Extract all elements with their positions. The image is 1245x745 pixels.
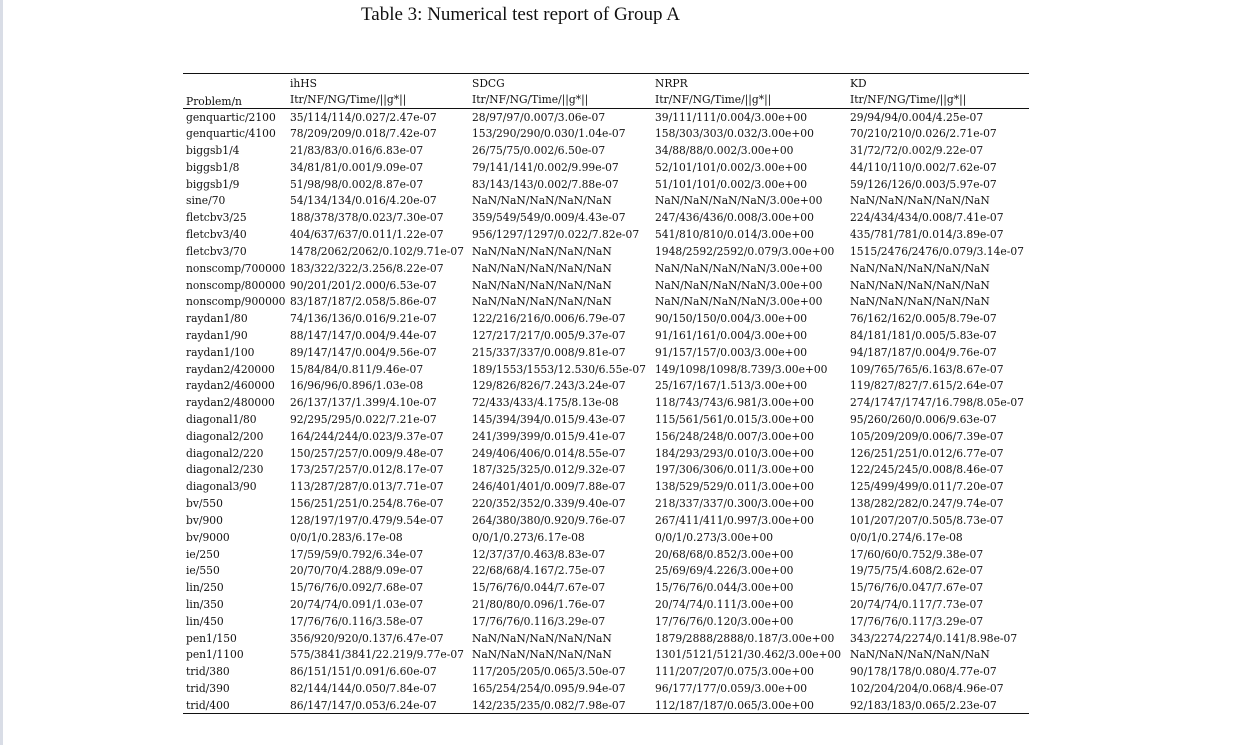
cell-nrpr: 39/111/111/0.004/3.00e+00 [655, 111, 808, 125]
cell-nrpr: 1301/5121/5121/30.462/3.00e+00 [655, 648, 842, 662]
cell-kd: 102/204/204/0.068/4.96e-07 [850, 682, 1004, 696]
cell-kd: 29/94/94/0.004/4.25e-07 [850, 111, 984, 125]
cell-problem: raydan2/420000 [186, 362, 275, 376]
cell-nrpr: 20/74/74/0.111/3.00e+00 [655, 597, 794, 611]
cell-ihhs: 15/76/76/0.092/7.68e-07 [290, 581, 424, 595]
cell-problem: pen1/150 [186, 631, 237, 645]
cell-kd: 125/499/499/0.011/7.20e-07 [850, 480, 1004, 494]
cell-kd: 274/1747/1747/16.798/8.05e-07 [850, 396, 1024, 410]
cell-problem: raydan1/80 [186, 312, 248, 326]
cell-sdcg: 220/352/352/0.339/9.40e-07 [472, 497, 626, 511]
cell-nrpr: 90/150/150/0.004/3.00e+00 [655, 312, 808, 326]
cell-nrpr: NaN/NaN/NaN/NaN/3.00e+00 [655, 261, 823, 275]
cell-ihhs: 86/151/151/0.091/6.60e-07 [290, 665, 437, 679]
cell-problem: diagonal1/80 [186, 413, 257, 427]
cell-ihhs: 150/257/257/0.009/9.48e-07 [290, 446, 444, 460]
table-row [183, 562, 1029, 579]
cell-sdcg: 142/235/235/0.082/7.98e-07 [472, 698, 626, 712]
cell-ihhs: 188/378/378/0.023/7.30e-07 [290, 211, 444, 225]
cell-nrpr: 0/0/1/0.273/3.00e+00 [655, 530, 774, 544]
cell-kd: 84/181/181/0.005/5.83e-07 [850, 328, 997, 342]
cell-ihhs: 1478/2062/2062/0.102/9.71e-07 [290, 244, 464, 258]
cell-kd: 343/2274/2274/0.141/8.98e-07 [850, 631, 1018, 645]
cell-kd: 126/251/251/0.012/6.77e-07 [850, 446, 1004, 460]
cell-nrpr: 138/529/529/0.011/3.00e+00 [655, 480, 814, 494]
cell-nrpr: 20/68/68/0.852/3.00e+00 [655, 547, 794, 561]
table-row [183, 293, 1029, 310]
table-row [183, 529, 1029, 546]
cell-ihhs: 51/98/98/0.002/8.87e-07 [290, 177, 424, 191]
table-row [183, 613, 1029, 630]
cell-ihhs: 86/147/147/0.053/6.24e-07 [290, 698, 437, 712]
cell-problem: fletcbv3/70 [186, 244, 247, 258]
cell-kd: 109/765/765/6.163/8.67e-07 [850, 362, 1004, 376]
cell-sdcg: NaN/NaN/NaN/NaN/NaN [472, 648, 612, 662]
cell-sdcg: NaN/NaN/NaN/NaN/NaN [472, 278, 612, 292]
cell-problem: raydan1/90 [186, 328, 248, 342]
cell-kd: 105/209/209/0.006/7.39e-07 [850, 429, 1004, 443]
table-row [183, 546, 1029, 563]
cell-nrpr: 247/436/436/0.008/3.00e+00 [655, 211, 814, 225]
cell-problem: genquartic/2100 [186, 111, 276, 125]
cell-sdcg: 264/380/380/0.920/9.76e-07 [472, 513, 626, 527]
cell-sdcg: 359/549/549/0.009/4.43e-07 [472, 211, 626, 225]
cell-problem: biggsb1/4 [186, 144, 240, 158]
table-row [183, 209, 1029, 226]
cell-ihhs: 21/83/83/0.016/6.83e-07 [290, 144, 424, 158]
cell-kd: NaN/NaN/NaN/NaN/NaN [850, 648, 990, 662]
cell-nrpr: 112/187/187/0.065/3.00e+00 [655, 698, 814, 712]
cell-sdcg: NaN/NaN/NaN/NaN/NaN [472, 631, 612, 645]
table-row [183, 176, 1029, 193]
cell-sdcg: 145/394/394/0.015/9.43e-07 [472, 413, 626, 427]
cell-ihhs: 156/251/251/0.254/8.76e-07 [290, 497, 444, 511]
cell-sdcg: 15/76/76/0.044/7.67e-07 [472, 581, 606, 595]
cell-kd: 19/75/75/4.608/2.62e-07 [850, 564, 984, 578]
cell-sdcg: 241/399/399/0.015/9.41e-07 [472, 429, 626, 443]
cell-ihhs: 0/0/1/0.283/6.17e-08 [290, 530, 403, 544]
cell-sdcg: NaN/NaN/NaN/NaN/NaN [472, 194, 612, 208]
table-row [183, 327, 1029, 344]
cell-ihhs: 17/59/59/0.792/6.34e-07 [290, 547, 424, 561]
table-row [183, 243, 1029, 260]
cell-ihhs: 17/76/76/0.116/3.58e-07 [290, 614, 424, 628]
cell-kd: 1515/2476/2476/0.079/3.14e-07 [850, 244, 1024, 258]
table-row [183, 630, 1029, 647]
header-method-nrpr: NRPR [655, 77, 688, 90]
cell-problem: nonscomp/800000 [186, 278, 286, 292]
cell-problem: bv/550 [186, 497, 223, 511]
cell-nrpr: 51/101/101/0.002/3.00e+00 [655, 177, 808, 191]
cell-problem: diagonal2/230 [186, 463, 264, 477]
header-metric: Itr/NF/NG/Time/||g*|| [655, 92, 772, 106]
cell-nrpr: 1948/2592/2592/0.079/3.00e+00 [655, 244, 835, 258]
cell-kd: 20/74/74/0.117/7.73e-07 [850, 597, 984, 611]
cell-kd: 435/781/781/0.014/3.89e-07 [850, 228, 1004, 242]
cell-problem: bv/9000 [186, 530, 230, 544]
cell-ihhs: 575/3841/3841/22.219/9.77e-07 [290, 648, 464, 662]
header-method-kd: KD [850, 77, 867, 90]
cell-problem: bv/900 [186, 513, 223, 527]
cell-ihhs: 88/147/147/0.004/9.44e-07 [290, 328, 437, 342]
table-row [183, 344, 1029, 361]
cell-kd: NaN/NaN/NaN/NaN/NaN [850, 295, 990, 309]
cell-nrpr: 267/411/411/0.997/3.00e+00 [655, 513, 814, 527]
cell-kd: 31/72/72/0.002/9.22e-07 [850, 144, 984, 158]
cell-ihhs: 183/322/322/3.256/8.22e-07 [290, 261, 444, 275]
cell-ihhs: 15/84/84/0.811/9.46e-07 [290, 362, 424, 376]
cell-kd: 17/76/76/0.117/3.29e-07 [850, 614, 984, 628]
cell-problem: raydan1/100 [186, 345, 255, 359]
cell-problem: pen1/1100 [186, 648, 244, 662]
table-row [183, 109, 1029, 126]
table-caption: Table 3: Numerical test report of Group A [361, 4, 680, 25]
cell-problem: sine/70 [186, 194, 226, 208]
cell-sdcg: NaN/NaN/NaN/NaN/NaN [472, 244, 612, 258]
cell-kd: NaN/NaN/NaN/NaN/NaN [850, 278, 990, 292]
cell-sdcg: 79/141/141/0.002/9.99e-07 [472, 160, 619, 174]
cell-ihhs: 83/187/187/2.058/5.86e-07 [290, 295, 437, 309]
cell-kd: 76/162/162/0.005/8.79e-07 [850, 312, 997, 326]
cell-problem: trid/390 [186, 682, 230, 696]
cell-problem: ie/550 [186, 564, 220, 578]
cell-kd: 90/178/178/0.080/4.77e-07 [850, 665, 997, 679]
header-metric: Itr/NF/NG/Time/||g*|| [290, 92, 407, 106]
cell-ihhs: 113/287/287/0.013/7.71e-07 [290, 480, 444, 494]
cell-sdcg: 72/433/433/4.175/8.13e-08 [472, 396, 619, 410]
cell-nrpr: 184/293/293/0.010/3.00e+00 [655, 446, 814, 460]
cell-nrpr: 149/1098/1098/8.739/3.00e+00 [655, 362, 828, 376]
cell-ihhs: 82/144/144/0.050/7.84e-07 [290, 682, 437, 696]
table-row [183, 495, 1029, 512]
cell-problem: fletcbv3/40 [186, 228, 247, 242]
cell-ihhs: 404/637/637/0.011/1.22e-07 [290, 228, 444, 242]
table-body [183, 109, 1029, 714]
cell-ihhs: 92/295/295/0.022/7.21e-07 [290, 413, 437, 427]
cell-problem: ie/250 [186, 547, 220, 561]
cell-ihhs: 35/114/114/0.027/2.47e-07 [290, 111, 437, 125]
cell-sdcg: 22/68/68/4.167/2.75e-07 [472, 564, 606, 578]
table-row [183, 596, 1029, 613]
header-method-sdcg: SDCG [472, 77, 505, 90]
table-row [183, 428, 1029, 445]
cell-problem: diagonal3/90 [186, 480, 257, 494]
cell-nrpr: 156/248/248/0.007/3.00e+00 [655, 429, 814, 443]
cell-problem: diagonal2/220 [186, 446, 264, 460]
table-row [183, 579, 1029, 596]
cell-problem: trid/400 [186, 698, 230, 712]
cell-nrpr: 17/76/76/0.120/3.00e+00 [655, 614, 794, 628]
cell-kd: 44/110/110/0.002/7.62e-07 [850, 160, 997, 174]
viewer-left-edge [0, 0, 3, 745]
table-row [183, 445, 1029, 462]
header-metric: Itr/NF/NG/Time/||g*|| [850, 92, 967, 106]
cell-sdcg: 246/401/401/0.009/7.88e-07 [472, 480, 626, 494]
cell-ihhs: 164/244/244/0.023/9.37e-07 [290, 429, 444, 443]
table-row [183, 260, 1029, 277]
table-row [183, 478, 1029, 495]
cell-kd: 122/245/245/0.008/8.46e-07 [850, 463, 1004, 477]
cell-nrpr: 158/303/303/0.032/3.00e+00 [655, 127, 814, 141]
cell-nrpr: 25/69/69/4.226/3.00e+00 [655, 564, 794, 578]
cell-kd: 92/183/183/0.065/2.23e-07 [850, 698, 997, 712]
cell-problem: genquartic/4100 [186, 127, 276, 141]
cell-nrpr: 91/161/161/0.004/3.00e+00 [655, 328, 808, 342]
cell-ihhs: 74/136/136/0.016/9.21e-07 [290, 312, 437, 326]
cell-kd: 138/282/282/0.247/9.74e-07 [850, 497, 1004, 511]
cell-kd: NaN/NaN/NaN/NaN/NaN [850, 261, 990, 275]
cell-ihhs: 78/209/209/0.018/7.42e-07 [290, 127, 437, 141]
cell-kd: 224/434/434/0.008/7.41e-07 [850, 211, 1004, 225]
cell-nrpr: 15/76/76/0.044/3.00e+00 [655, 581, 794, 595]
cell-problem: lin/450 [186, 614, 224, 628]
cell-sdcg: 165/254/254/0.095/9.94e-07 [472, 682, 626, 696]
cell-kd: 95/260/260/0.006/9.63e-07 [850, 413, 997, 427]
header-problem: Problem/n [186, 95, 242, 108]
cell-sdcg: 127/217/217/0.005/9.37e-07 [472, 328, 626, 342]
cell-nrpr: 91/157/157/0.003/3.00e+00 [655, 345, 808, 359]
cell-kd: 15/76/76/0.047/7.67e-07 [850, 581, 984, 595]
cell-kd: 101/207/207/0.505/8.73e-07 [850, 513, 1004, 527]
cell-kd: NaN/NaN/NaN/NaN/NaN [850, 194, 990, 208]
cell-ihhs: 173/257/257/0.012/8.17e-07 [290, 463, 444, 477]
table-row [183, 697, 1029, 714]
cell-kd: 70/210/210/0.026/2.71e-07 [850, 127, 997, 141]
cell-problem: diagonal2/200 [186, 429, 264, 443]
cell-problem: biggsb1/8 [186, 160, 240, 174]
cell-ihhs: 26/137/137/1.399/4.10e-07 [290, 396, 437, 410]
cell-sdcg: 153/290/290/0.030/1.04e-07 [472, 127, 626, 141]
cell-problem: lin/350 [186, 597, 224, 611]
table-row [183, 647, 1029, 664]
cell-nrpr: NaN/NaN/NaN/NaN/3.00e+00 [655, 278, 823, 292]
cell-sdcg: 249/406/406/0.014/8.55e-07 [472, 446, 626, 460]
cell-ihhs: 356/920/920/0.137/6.47e-07 [290, 631, 444, 645]
table-row [183, 394, 1029, 411]
cell-ihhs: 128/197/197/0.479/9.54e-07 [290, 513, 444, 527]
cell-nrpr: NaN/NaN/NaN/NaN/3.00e+00 [655, 194, 823, 208]
cell-ihhs: 16/96/96/0.896/1.03e-08 [290, 379, 424, 393]
table-row [183, 142, 1029, 159]
cell-sdcg: 21/80/80/0.096/1.76e-07 [472, 597, 606, 611]
table-row [183, 462, 1029, 479]
table-row [183, 159, 1029, 176]
cell-nrpr: 111/207/207/0.075/3.00e+00 [655, 665, 814, 679]
cell-problem: raydan2/480000 [186, 396, 275, 410]
cell-sdcg: 17/76/76/0.116/3.29e-07 [472, 614, 606, 628]
cell-sdcg: 189/1553/1553/12.530/6.55e-07 [472, 362, 646, 376]
cell-ihhs: 89/147/147/0.004/9.56e-07 [290, 345, 437, 359]
cell-sdcg: 956/1297/1297/0.022/7.82e-07 [472, 228, 640, 242]
cell-sdcg: 215/337/337/0.008/9.81e-07 [472, 345, 626, 359]
cell-sdcg: 187/325/325/0.012/9.32e-07 [472, 463, 626, 477]
cell-ihhs: 34/81/81/0.001/9.09e-07 [290, 160, 424, 174]
cell-nrpr: 541/810/810/0.014/3.00e+00 [655, 228, 814, 242]
cell-problem: lin/250 [186, 581, 224, 595]
cell-nrpr: 115/561/561/0.015/3.00e+00 [655, 413, 814, 427]
cell-ihhs: 90/201/201/2.000/6.53e-07 [290, 278, 437, 292]
table-row [183, 512, 1029, 529]
cell-sdcg: 83/143/143/0.002/7.88e-07 [472, 177, 619, 191]
cell-sdcg: 0/0/1/0.273/6.17e-08 [472, 530, 585, 544]
cell-sdcg: 26/75/75/0.002/6.50e-07 [472, 144, 606, 158]
header-method-ihhs: ihHS [290, 77, 317, 90]
cell-nrpr: 218/337/337/0.300/3.00e+00 [655, 497, 814, 511]
cell-problem: nonscomp/700000 [186, 261, 286, 275]
cell-sdcg: 12/37/37/0.463/8.83e-07 [472, 547, 606, 561]
results-table [183, 73, 1029, 714]
cell-kd: 59/126/126/0.003/5.97e-07 [850, 177, 997, 191]
cell-nrpr: 96/177/177/0.059/3.00e+00 [655, 682, 808, 696]
cell-ihhs: 54/134/134/0.016/4.20e-07 [290, 194, 437, 208]
cell-nrpr: 52/101/101/0.002/3.00e+00 [655, 160, 808, 174]
cell-kd: 17/60/60/0.752/9.38e-07 [850, 547, 984, 561]
table-row [183, 361, 1029, 378]
cell-sdcg: 28/97/97/0.007/3.06e-07 [472, 111, 606, 125]
table-row [183, 226, 1029, 243]
cell-sdcg: NaN/NaN/NaN/NaN/NaN [472, 295, 612, 309]
cell-kd: 0/0/1/0.274/6.17e-08 [850, 530, 963, 544]
cell-nrpr: 118/743/743/6.981/3.00e+00 [655, 396, 814, 410]
cell-nrpr: 34/88/88/0.002/3.00e+00 [655, 144, 794, 158]
table-row [183, 277, 1029, 294]
cell-kd: 119/827/827/7.615/2.64e-07 [850, 379, 1004, 393]
table-row [183, 680, 1029, 697]
table-row [183, 125, 1029, 142]
cell-sdcg: NaN/NaN/NaN/NaN/NaN [472, 261, 612, 275]
cell-ihhs: 20/74/74/0.091/1.03e-07 [290, 597, 424, 611]
table-row [183, 310, 1029, 327]
table-row [183, 411, 1029, 428]
cell-sdcg: 129/826/826/7.243/3.24e-07 [472, 379, 626, 393]
cell-problem: nonscomp/900000 [186, 295, 286, 309]
cell-problem: fletcbv3/25 [186, 211, 247, 225]
cell-sdcg: 122/216/216/0.006/6.79e-07 [472, 312, 626, 326]
cell-nrpr: 1879/2888/2888/0.187/3.00e+00 [655, 631, 835, 645]
table-row [183, 663, 1029, 680]
cell-nrpr: NaN/NaN/NaN/NaN/3.00e+00 [655, 295, 823, 309]
cell-problem: trid/380 [186, 665, 230, 679]
header-metric: Itr/NF/NG/Time/||g*|| [472, 92, 589, 106]
cell-nrpr: 197/306/306/0.011/3.00e+00 [655, 463, 814, 477]
cell-ihhs: 20/70/70/4.288/9.09e-07 [290, 564, 424, 578]
cell-sdcg: 117/205/205/0.065/3.50e-07 [472, 665, 626, 679]
cell-problem: biggsb1/9 [186, 177, 240, 191]
table-row [183, 193, 1029, 210]
cell-kd: 94/187/187/0.004/9.76e-07 [850, 345, 997, 359]
cell-nrpr: 25/167/167/1.513/3.00e+00 [655, 379, 808, 393]
table-row [183, 378, 1029, 395]
cell-problem: raydan2/460000 [186, 379, 275, 393]
